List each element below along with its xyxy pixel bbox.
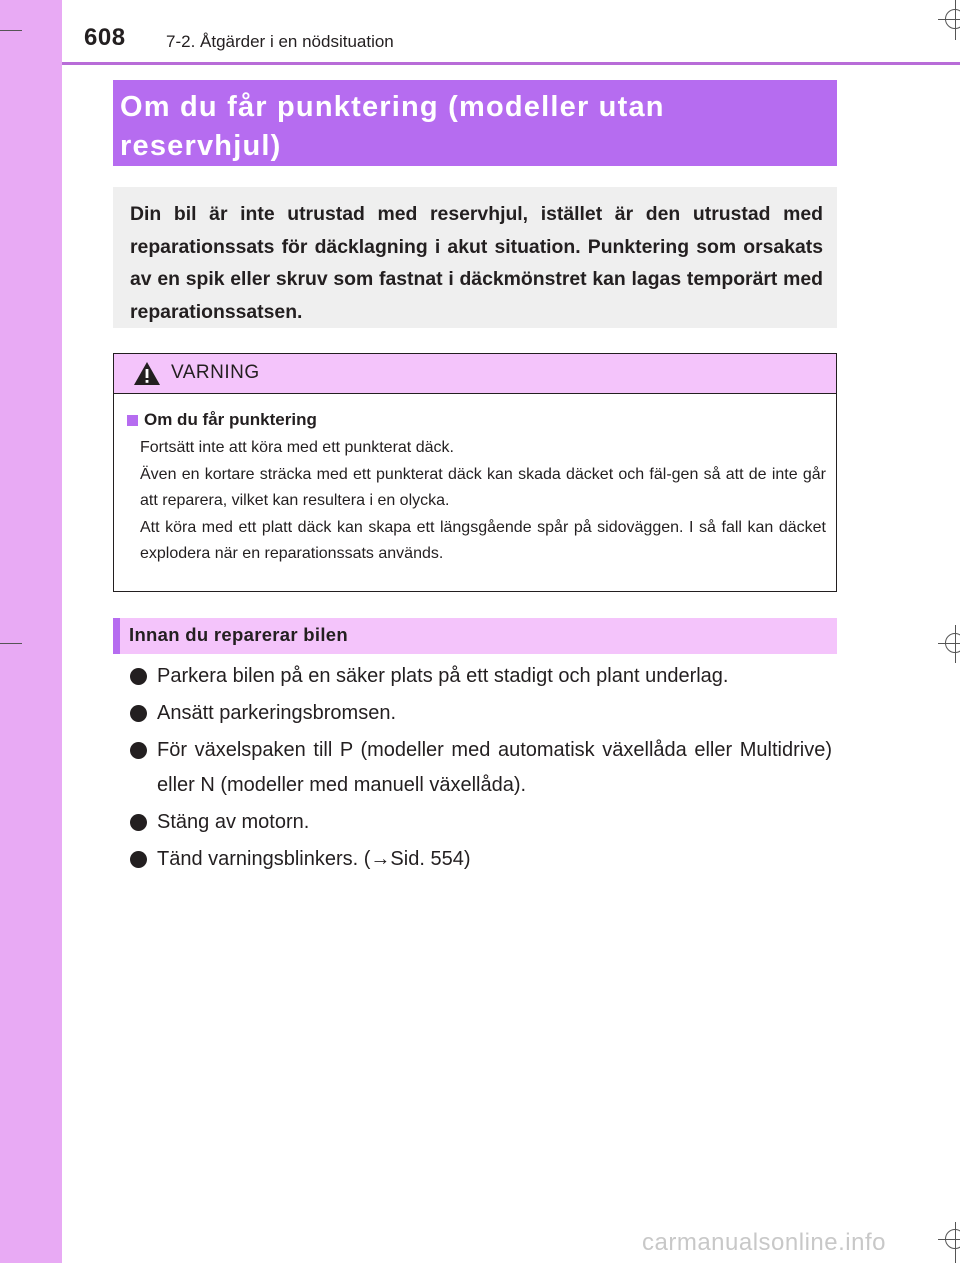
intro-box [113, 187, 837, 328]
warning-body [114, 394, 836, 568]
warning-subheading-text: Om du får punktering [144, 410, 317, 429]
warning-text [127, 435, 826, 568]
watermark: carmanualsonline.info [642, 1229, 886, 1256]
step-text: Tänd varningsblinkers. (→Sid. 554) [157, 848, 471, 870]
step-text: Parkera bilen på en säker plats på ett stadigt och plant underlag. [157, 665, 729, 687]
running-header: 7-2. Åtgärder i en nödsituation [166, 32, 394, 51]
warning-box [113, 353, 837, 592]
bullet-icon [130, 814, 147, 831]
step-text: För växelspaken till P (modeller med automatisk växellåda eller Multidrive) eller N (modeller med manuell växellåda). [157, 739, 832, 796]
square-bullet-icon [127, 415, 138, 426]
list-item [130, 696, 832, 731]
warning-line-1: Fortsätt inte att köra med ett punkterat däck. [140, 439, 454, 456]
warning-line-2: Även en kortare sträcka med ett punkterat däck kan skada däcket och fäl-gen så att de inte går att reparera, vilket kan resultera i en olycka. [140, 465, 826, 509]
page-title-line-1: Om du får punktering (modeller utan [120, 91, 665, 123]
warning-header [114, 354, 836, 394]
warning-label: VARNING [171, 362, 260, 383]
page-title-line-2: reservhjul) [120, 130, 282, 162]
step-text: Ansätt parkeringsbromsen. [157, 702, 397, 724]
bullet-icon [130, 705, 147, 722]
intro-text: Din bil är inte utrustad med reservhjul, istället är den utrustad med reparationssats för däcklagning i akut situation. Punktering som orsakats av en spik eller skruv som fastnat i däckmönstret kan lagas temporärt med reparationssatsen. [130, 203, 823, 323]
steps-list [130, 659, 832, 879]
list-item [130, 805, 832, 840]
title-bar [113, 80, 837, 166]
warning-line-3: Att köra med ett platt däck kan skapa ett längsgående spår på sidoväggen. I så fall kan däcket explodera när en reparationssats används. [140, 518, 826, 562]
header-rule [62, 62, 960, 65]
bullet-icon [130, 742, 147, 759]
warning-subheading [127, 410, 826, 430]
step-text: Stäng av motorn. [157, 811, 310, 833]
section-heading: Innan du reparerar bilen [113, 618, 837, 654]
bullet-icon [130, 851, 147, 868]
bullet-icon [130, 668, 147, 685]
side-band [0, 0, 62, 1263]
list-item [130, 659, 832, 694]
list-item [130, 733, 832, 803]
list-item [130, 842, 832, 877]
warning-triangle-icon [133, 361, 161, 386]
page-number: 608 [84, 24, 126, 51]
